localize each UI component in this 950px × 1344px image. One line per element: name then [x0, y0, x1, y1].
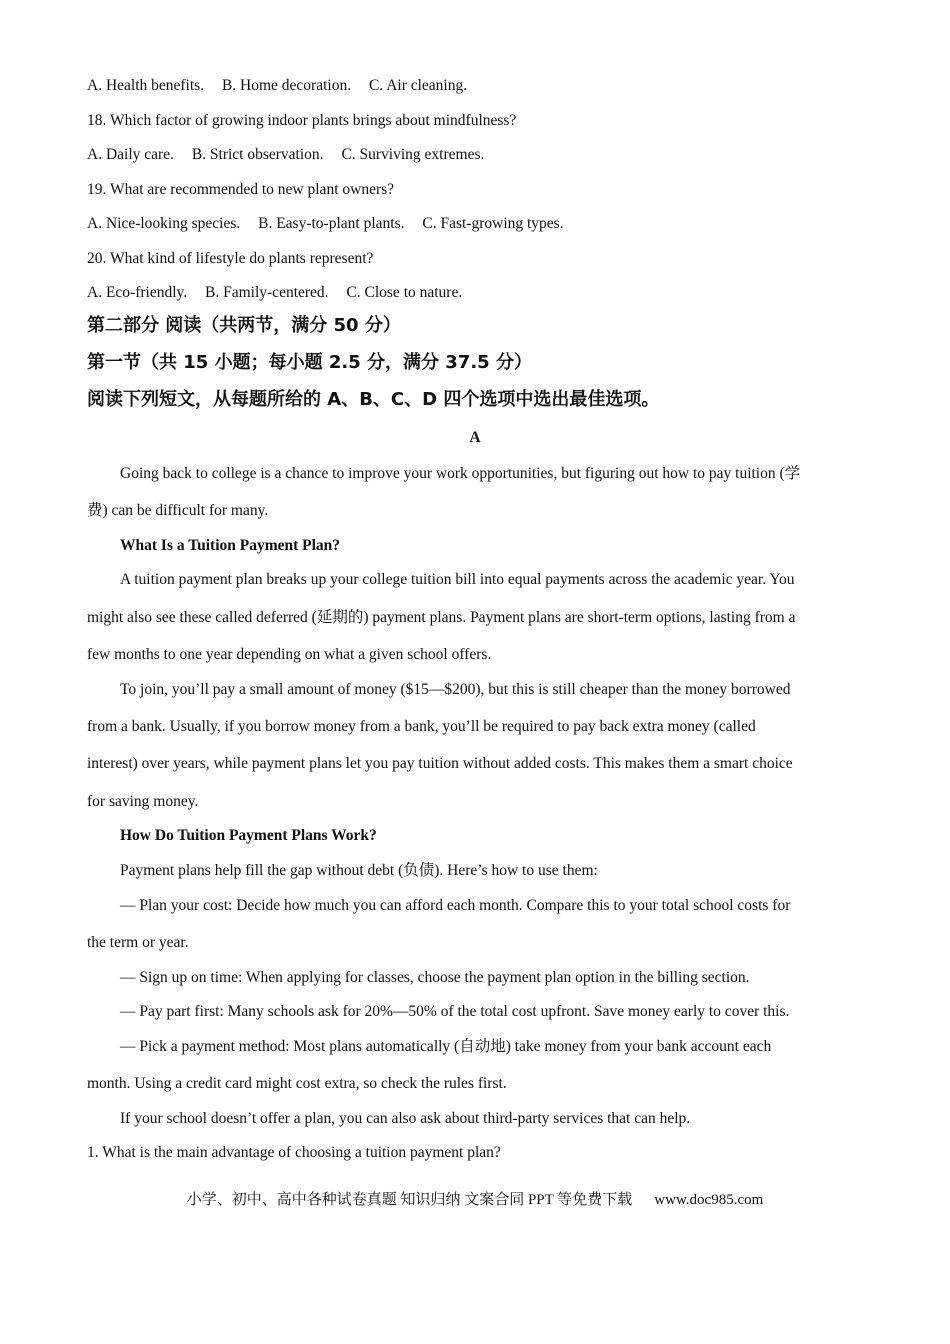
q18-option-a: A. Daily care. [87, 146, 174, 163]
q17-option-c: C. Air cleaning. [368, 77, 468, 94]
q18-option-b: B. Strict observation. [191, 146, 324, 163]
passage-line: month. Using a credit card might cost extra, so check the rules first. [87, 1075, 507, 1092]
passage-letter: A [469, 429, 481, 446]
subsection-title: 第一节（共 15 小题；每小题 2.5 分，满分 37.5 分） [87, 352, 532, 373]
q20-question: 20. What kind of lifestyle do plants represent? [87, 250, 374, 267]
q19-option-a: A. Nice-looking species. [87, 215, 241, 232]
q20-option-b: B. Family-centered. [205, 284, 329, 301]
q19-option-c: C. Fast-growing types. [422, 215, 564, 232]
q20-option-c: C. Close to nature. [346, 284, 463, 301]
q1-question: 1. What is the main advantage of choosing a tuition payment plan? [87, 1144, 501, 1161]
passage-line: — Sign up on time: When applying for classes, choose the payment plan option in the billing section. [120, 969, 750, 986]
q18-option-c: C. Surviving extremes. [341, 146, 485, 163]
passage-line: from a bank. Usually, if you borrow money from a bank, you’ll be required to pay back extra money (called [87, 718, 756, 735]
q17-option-b: B. Home decoration. [221, 77, 352, 94]
q17-options [87, 76, 481, 96]
footer-text: 小学、初中、高中各种试卷真题 知识归纳 文案合同 PPT 等免费下载 [186, 1192, 633, 1208]
q19-option-b: B. Easy-to-plant plants. [258, 215, 405, 232]
passage-line: A tuition payment plan breaks up your college tuition bill into equal payments across the academic year. You [120, 571, 795, 588]
q18-question: 18. Which factor of growing indoor plants brings about mindfulness? [87, 112, 517, 129]
passage-line: To join, you’ll pay a small amount of money ($15—$200), but this is still cheaper than the money borrowed [120, 681, 791, 698]
passage-line: for saving money. [87, 793, 199, 810]
passage-line: Going back to college is a chance to improve your work opportunities, but figuring out how to pay tuition (学 [120, 465, 801, 482]
footer-url[interactable]: www.doc985.com [654, 1192, 764, 1208]
passage-line: — Pay part first: Many schools ask for 20%—50% of the total cost upfront. Save money early to cover this. [120, 1003, 790, 1020]
q20-option-a: A. Eco-friendly. [87, 284, 188, 301]
page-footer [0, 1190, 950, 1210]
passage-line: the term or year. [87, 934, 189, 951]
passage-line: — Pick a payment method: Most plans automatically (自动地) take money from your bank account each [120, 1038, 772, 1055]
passage-line: Payment plans help fill the gap without debt (负债). Here’s how to use them: [120, 862, 598, 879]
passage-line: If your school doesn’t offer a plan, you can also ask about third-party services that can help. [120, 1110, 691, 1127]
q20-options [87, 283, 476, 303]
passage-line: few months to one year depending on what a given school offers. [87, 646, 492, 663]
passage-subheading: How Do Tuition Payment Plans Work? [120, 827, 377, 844]
passage-line: interest) over years, while payment plans let you pay tuition without added costs. This makes them a smart choice [87, 755, 793, 772]
part-title: 第二部分 阅读（共两节，满分 50 分） [87, 315, 401, 336]
q17-option-a: A. Health benefits. [87, 77, 205, 94]
q18-options [87, 145, 498, 165]
q19-options [87, 214, 578, 234]
q19-question: 19. What are recommended to new plant owners? [87, 181, 395, 198]
passage-line: 费) can be difficult for many. [87, 502, 269, 519]
passage-subheading: What Is a Tuition Payment Plan? [120, 537, 341, 554]
passage-line: — Plan your cost: Decide how much you can afford each month. Compare this to your total school costs for [120, 897, 791, 914]
section-instruction: 阅读下列短文，从每题所给的 A、B、C、D 四个选项中选出最佳选项。 [87, 389, 660, 410]
passage-line: might also see these called deferred (延期的) payment plans. Payment plans are short-term options, lasting from a [87, 609, 796, 626]
